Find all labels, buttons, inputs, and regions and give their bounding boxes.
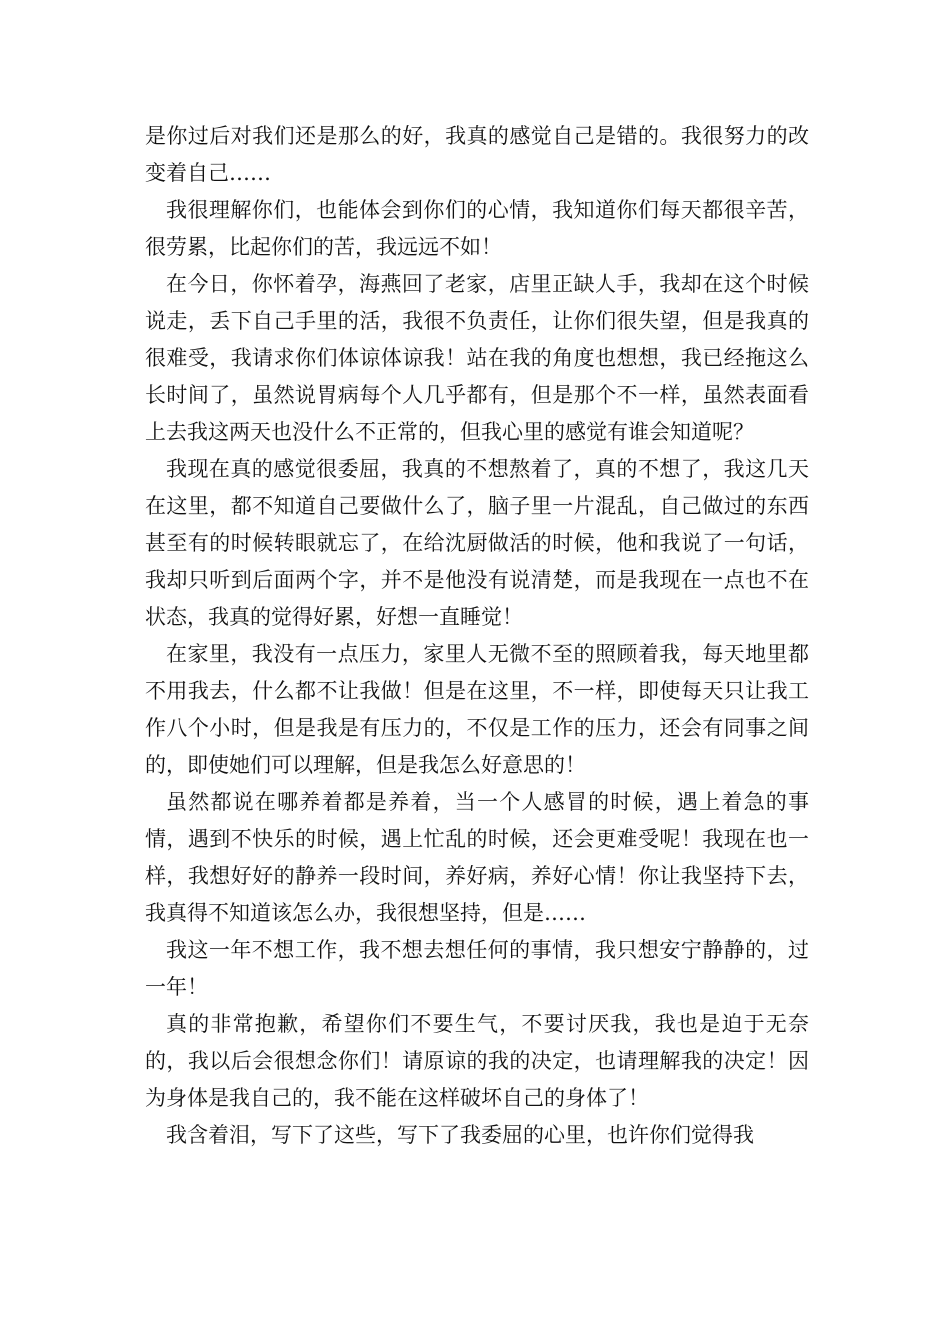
paragraph-1: 是你过后对我们还是那么的好，我真的感觉自己是错的。我很努力的改变着自己…… <box>145 124 809 185</box>
paragraph-4: 我现在真的感觉很委屈，我真的不想熬着了，真的不想了，我这几天在这里，都不知道自己要做什么了，脑子里一片混乱，自己做过的东西甚至有的时候转眼就忘了，在给沈厨做活的时候，他和我说了一句话，我却只听到后面两个字，并不是他没有说清楚，而是我现在一点也不在状态，我真的觉得好累，好想一直睡觉！ <box>145 457 809 629</box>
paragraph-6: 虽然都说在哪养着都是养着，当一个人感冒的时候，遇上着急的事情，遇到不快乐的时候，遇上忙乱的时候，还会更难受呢！我现在也一样，我想好好的静养一段时间，养好病，养好心情！你让我坚持下去，我真得不知道该怎么办，我很想坚持，但是…… <box>145 790 809 925</box>
paragraph-5: 在家里，我没有一点压力，家里人无微不至的照顾着我，每天地里都不用我去，什么都不让我做！但是在这里，不一样，即使每天只让我工作八个小时，但是我是有压力的，不仅是工作的压力，还会有同事之间的，即使她们可以理解，但是我怎么好意思的！ <box>145 642 809 777</box>
paragraph-2: 我很理解你们，也能体会到你们的心情，我知道你们每天都很辛苦，很劳累，比起你们的苦，我远远不如！ <box>145 198 809 259</box>
paragraph-8: 真的非常抱歉，希望你们不要生气，不要讨厌我，我也是迫于无奈的，我以后会很想念你们！请原谅的我的决定，也请理解我的决定！因为身体是我自己的，我不能在这样破坏自己的身体了！ <box>145 1012 809 1110</box>
paragraph-9: 我含着泪，写下了这些，写下了我委屈的心里，也许你们觉得我 <box>166 1123 754 1147</box>
paragraph-7: 我这一年不想工作，我不想去想任何的事情，我只想安宁静静的，过一年！ <box>145 938 809 999</box>
body-text <box>145 118 809 1154</box>
paragraph-3: 在今日，你怀着孕，海燕回了老家，店里正缺人手，我却在这个时候说走，丢下自己手里的活，我很不负责任，让你们很失望，但是我真的很难受，我请求你们体谅体谅我！站在我的角度也想想，我已经拖这么长时间了，虽然说胃病每个人几乎都有，但是那个不一样，虽然表面看上去我这两天也没什么不正常的，但我心里的感觉有谁会知道呢？ <box>145 272 809 444</box>
